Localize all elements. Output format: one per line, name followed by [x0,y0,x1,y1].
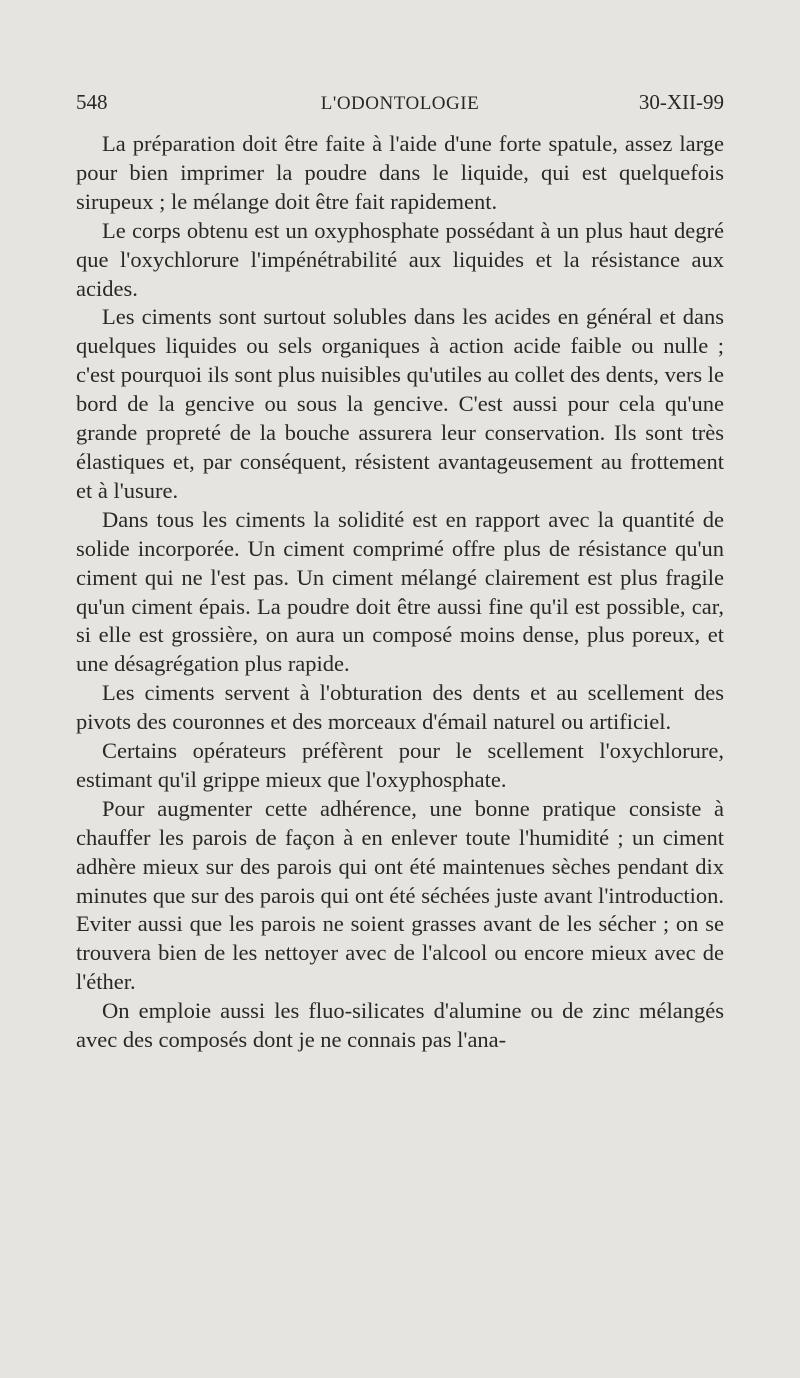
paragraph: Certains opérateurs préfèrent pour le scellement l'oxychlorure, estimant qu'il grippe mieux que l'oxyphosphate. [76,738,724,792]
running-title: L'ODONTOLOGIE [320,93,480,114]
paragraph: Les ciments servent à l'obturation des dents et au scellement des pivots des couronnes et des morceaux d'émail naturel ou artificiel. [76,680,724,735]
issue-date: 30-XII-99 [638,90,724,114]
paragraph: Les ciments sont surtout solubles dans les acides en général et dans quelques liquides ou sels organiques à action acide faible ou nulle ; c'est pourquoi ils sont plus nuisibles qu'utiles au collet des dents, vers le bord de la gencive ou sous la gencive. C'est aussi pour cela qu'une grande propreté de la bouche assurera leur conservation. Ils sont très élastiques et, par conséquent, résistent avantageusement au frottement et à l'usure. [76,304,724,503]
page-header [76,90,724,122]
page-number: 548 [76,90,108,114]
paragraph: On emploie aussi les fluo-silicates d'alumine ou de zinc mélangés avec des composés dont je ne connais pas l'ana- [76,998,724,1053]
body-text [76,130,724,1055]
paragraph: Pour augmenter cette adhérence, une bonne pratique consiste à chauffer les parois de façon à en enlever toute l'humidité ; un ciment adhère mieux sur des parois qui ont été maintenues sèches pendant dix minutes que sur des parois qui ont été séchées juste avant l'introduction. Eviter aussi que les parois ne soient grasses avant de les sécher ; on se trouvera bien de les nettoyer avec de l'alcool ou encore mieux avec de l'éther. [76,795,724,995]
paragraph: Dans tous les ciments la solidité est en rapport avec la quantité de solide incorporée. Un ciment comprimé offre plus de résistance qu'un ciment qui ne l'est pas. Un ciment mélangé clairement est plus fragile qu'un ciment épais. La poudre doit être aussi fine qu'il est possible, car, si elle est grossière, on aura un composé moins dense, plus poreux, et une désagrégation plus rapide. [76,506,724,677]
paragraph: La préparation doit être faite à l'aide d'une forte spatule, assez large pour bien imprimer la poudre dans le liquide, qui est quelquefois sirupeux ; le mélange doit être fait rapidement. [76,131,724,214]
paragraph: Le corps obtenu est un oxyphosphate possédant à un plus haut degré que l'oxychlorure l'impénétrabilité aux liquides et la résistance aux acides. [76,217,724,301]
